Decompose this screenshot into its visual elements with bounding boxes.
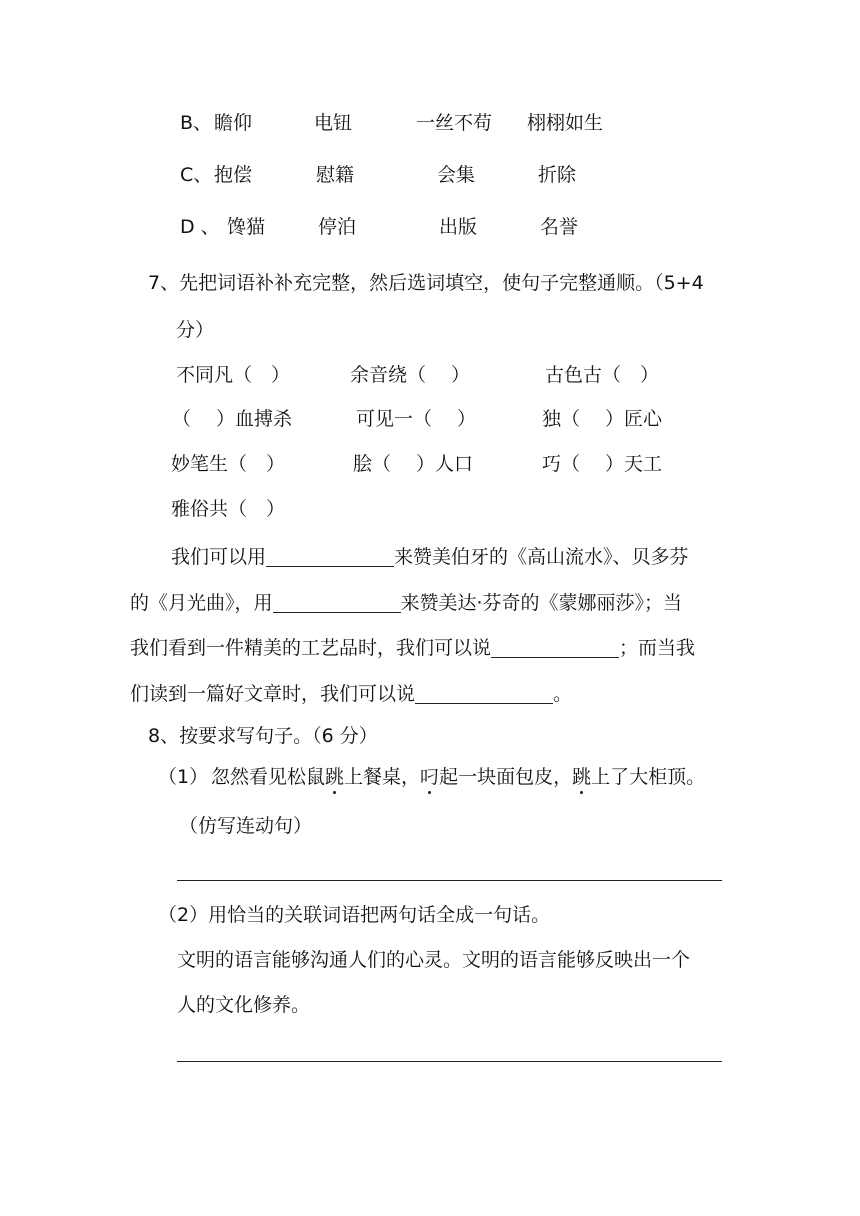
paragraph-text: 。 (553, 683, 573, 705)
option-word: 停泊 (318, 216, 357, 238)
question-7-title-cont: 分） (176, 319, 215, 341)
option-word: 抱偿 (214, 164, 253, 186)
option-word: 栩栩如生 (527, 112, 604, 134)
fill-blank[interactable] (273, 592, 401, 613)
option-word: 馋猫 (227, 216, 266, 238)
sentence-text: 起一块面包皮， (439, 766, 573, 788)
paragraph-text: 我们看到一件精美的工艺品时，我们可以说 (130, 637, 492, 659)
emphasis-verb: 跳 (572, 766, 592, 788)
idiom-blank: 妙笔生（ ） (171, 453, 286, 475)
idiom-blank: 独（ ）匠心 (542, 408, 663, 430)
question-7-title: 7、先把词语补补充完整，然后选词填空，使句子完整通顺。（5+4 (148, 272, 704, 294)
sub-question-2-text: 文明的语言能够沟通人们的心灵。文明的语言能够反映出一个 (177, 949, 691, 971)
option-word: 慰籍 (316, 164, 355, 186)
idiom-blank: 不同凡（ ） (176, 364, 291, 386)
option-word: 折除 (538, 164, 577, 186)
idiom-blank: 巧（ ）天工 (542, 453, 663, 475)
option-word: 会集 (437, 164, 476, 186)
emphasis-verb: 跳 (325, 766, 345, 788)
fill-blank[interactable] (415, 683, 553, 704)
paragraph-text: ；而当我 (619, 637, 696, 659)
sentence-text: 上餐桌， (344, 766, 421, 788)
paragraph-text: 来赞美伯牙的《高山流水》、贝多芬 (394, 546, 689, 568)
paragraph-text: 们读到一篇好文章时，我们可以说 (130, 683, 416, 705)
fill-blank[interactable] (266, 546, 394, 567)
fill-paragraph-line (130, 637, 695, 658)
fill-paragraph-line (171, 546, 689, 567)
sentence-text: 忽然看见松鼠 (211, 766, 326, 788)
option-label: B、 (180, 112, 213, 134)
idiom-blank: （ ）血搏杀 (172, 408, 293, 430)
sub-question-hint: （仿写连动句） (179, 815, 313, 837)
sub-question-number: （1） (158, 766, 209, 788)
question-8-title: 8、按要求写句子。（6 分） (148, 725, 378, 747)
sentence-text: 上了大柜顶。 (591, 766, 706, 788)
idiom-blank: 可见一（ ） (356, 408, 477, 430)
sub-question-1-sentence (211, 768, 705, 787)
paragraph-text: 来赞美达·芬奇的《蒙娜丽莎》；当 (400, 592, 683, 614)
idiom-blank: 雅俗共（ ） (171, 498, 286, 520)
option-word: 一丝不苟 (416, 112, 493, 134)
option-word: 出版 (439, 216, 478, 238)
idiom-blank: 古色古（ ） (545, 364, 660, 386)
option-word: 电钮 (314, 112, 353, 134)
fill-blank[interactable] (491, 637, 619, 658)
answer-line[interactable] (177, 1061, 722, 1062)
option-label: D 、 (180, 216, 220, 238)
emphasis-verb: 叼 (420, 766, 440, 788)
paragraph-text: 的《月光曲》，用 (130, 592, 273, 614)
option-word: 名誉 (540, 216, 579, 238)
option-word: 瞻仰 (214, 112, 253, 134)
sub-question-2-text: 人的文化修养。 (177, 994, 311, 1016)
option-label: C、 (180, 164, 213, 186)
idiom-blank: 余音绕（ ） (350, 364, 471, 386)
paragraph-text: 我们可以用 (171, 546, 267, 568)
sub-question-2-title: （2）用恰当的关联词语把两句话全成一句话。 (158, 904, 551, 926)
idiom-blank: 脍（ ）人口 (353, 453, 474, 475)
fill-paragraph-line (130, 592, 682, 613)
answer-line[interactable] (177, 880, 722, 881)
fill-paragraph-line (130, 683, 572, 704)
